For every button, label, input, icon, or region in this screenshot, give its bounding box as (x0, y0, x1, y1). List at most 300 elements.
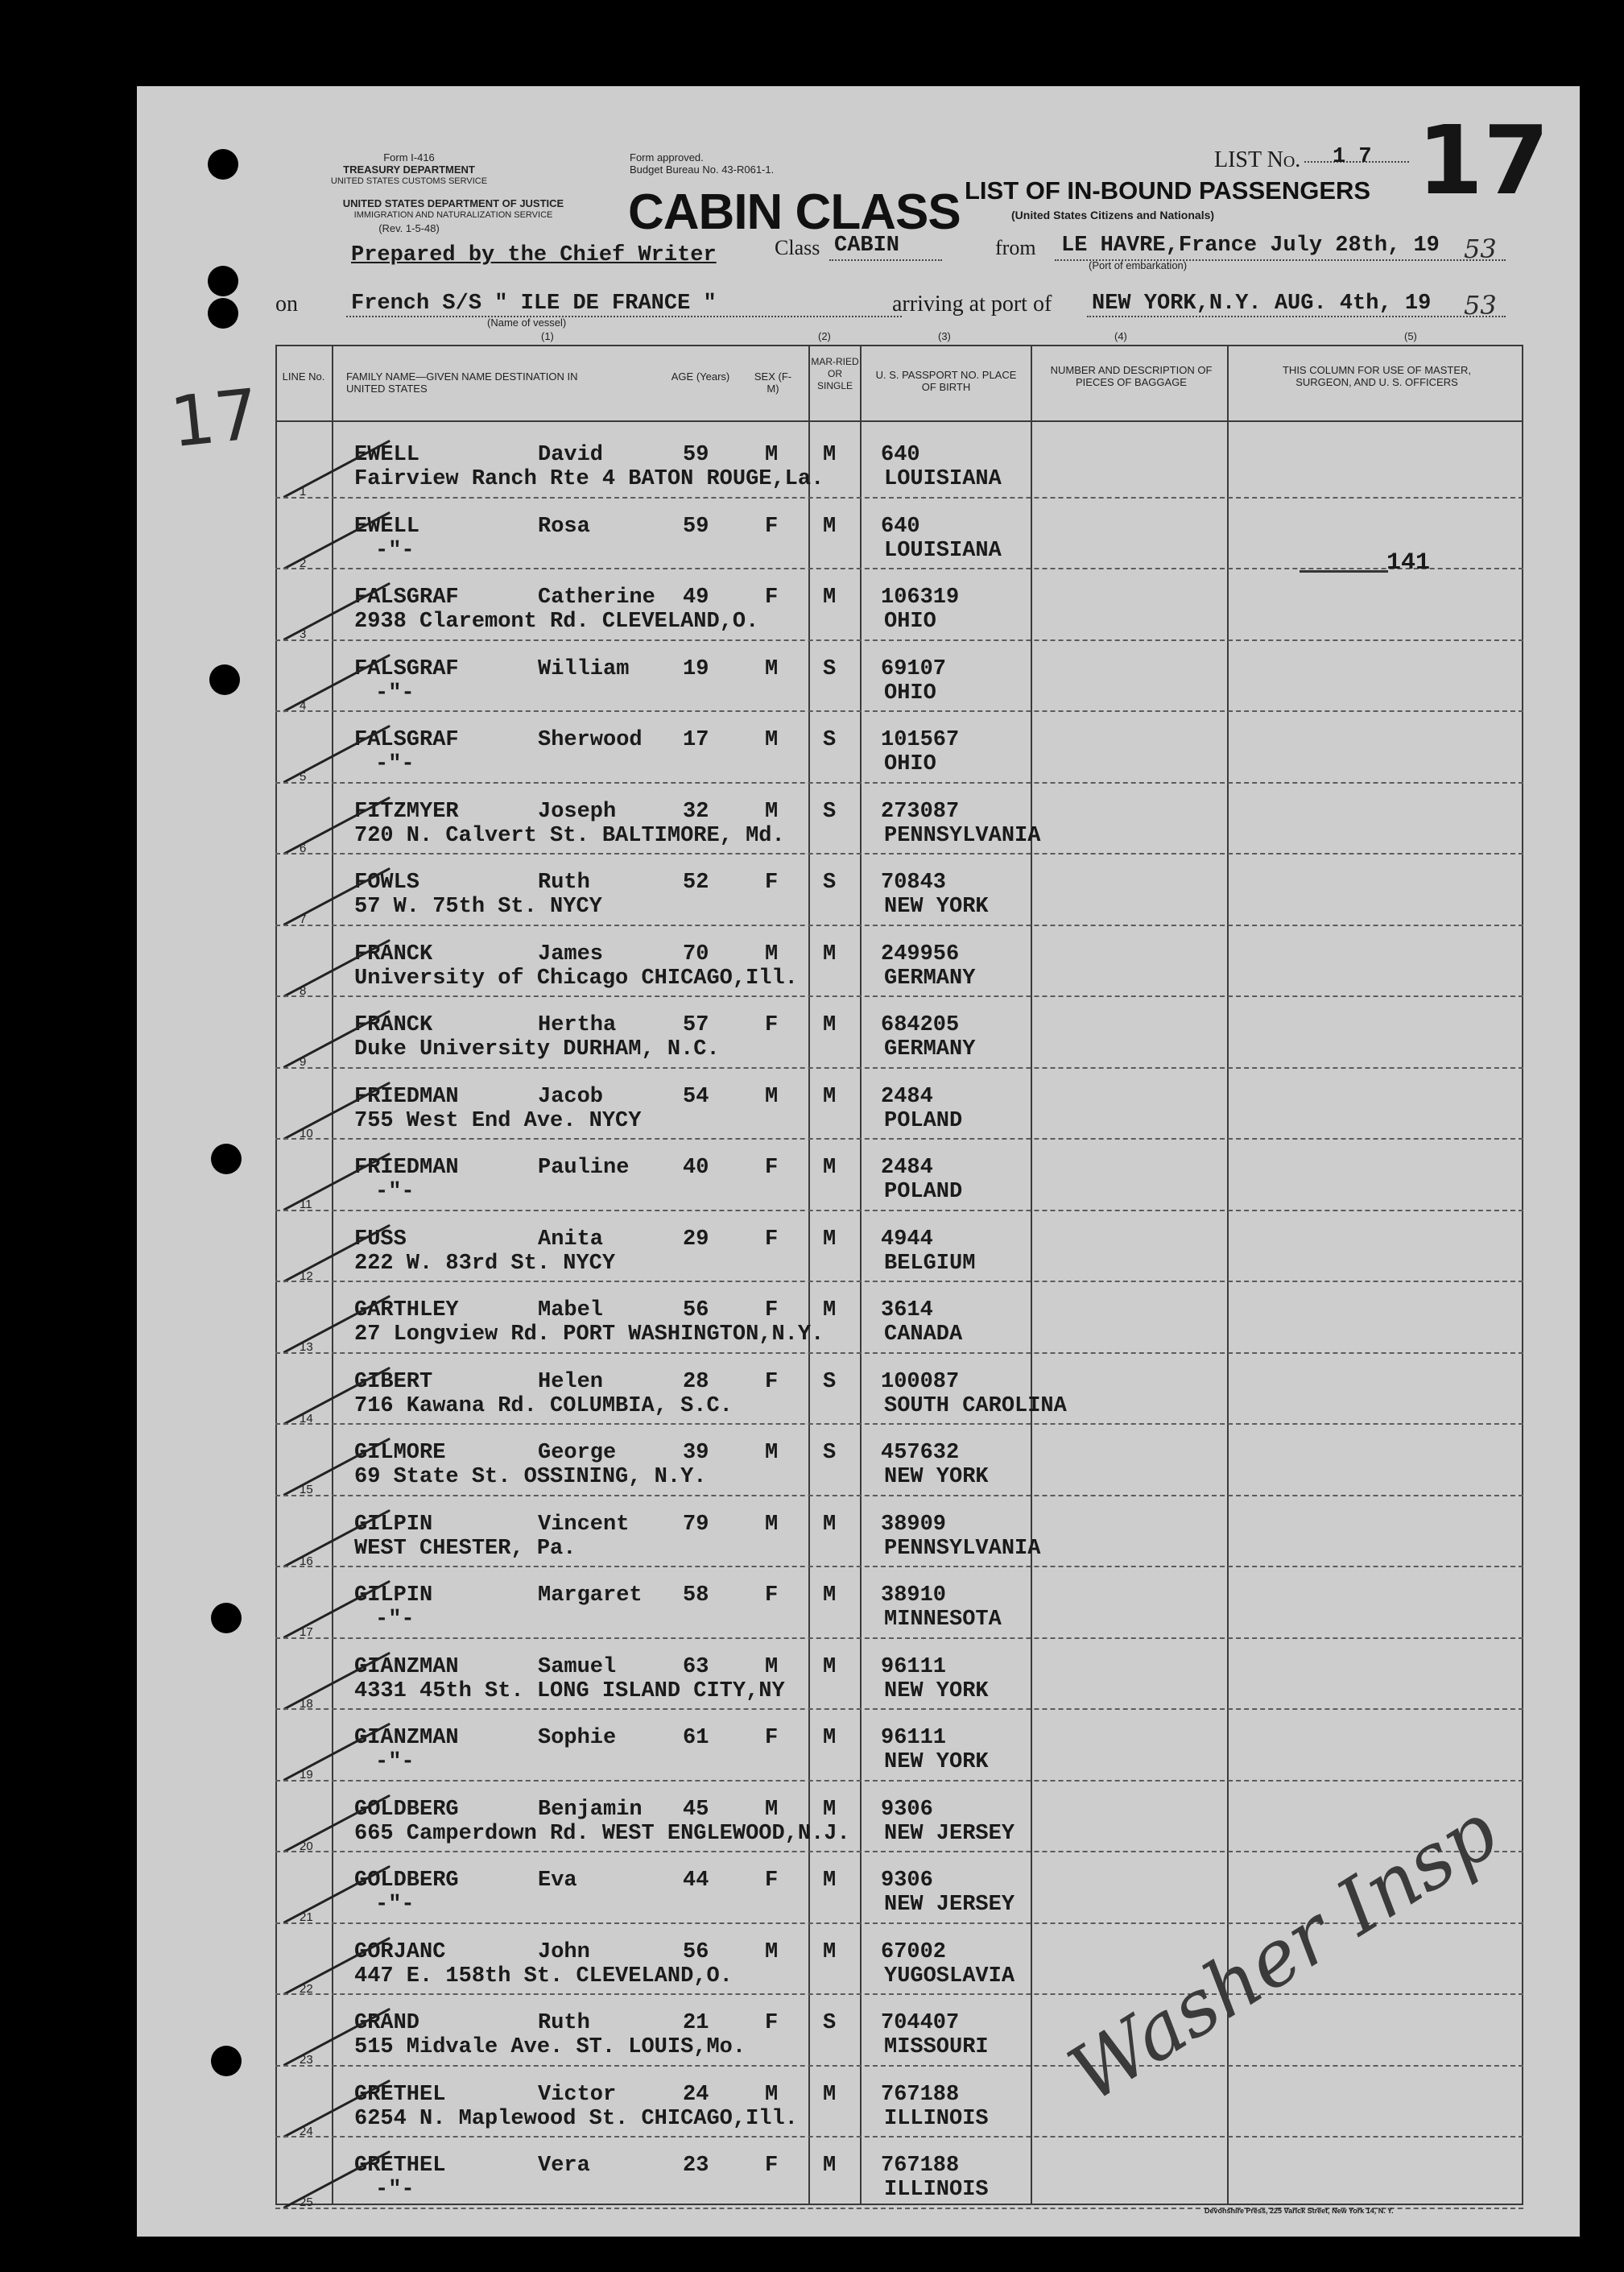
marital-status: M (823, 2154, 837, 2178)
officers-col-rule (1227, 345, 1229, 2205)
row-divider (275, 2065, 1523, 2067)
family-name: FRANCK (354, 941, 433, 966)
age: 39 (683, 1441, 709, 1465)
age: 23 (683, 2154, 709, 2178)
from-value: LE HAVRE,France July 28th, 19 (1061, 234, 1440, 258)
line-number: 16 (300, 1554, 313, 1568)
budget-bureau: Budget Bureau No. 43-R061-1. (630, 163, 775, 176)
destination: 69 State St. OSSINING, N.Y. (354, 1465, 707, 1489)
table-right-rule (1522, 345, 1523, 2205)
table-header-rule (275, 420, 1523, 422)
list-no-label: LIST No. (1214, 147, 1301, 172)
place-of-birth: NEW YORK (884, 1465, 989, 1489)
row-divider (275, 1423, 1523, 1425)
marital-status: S (823, 871, 837, 895)
line-number: 2 (300, 556, 307, 570)
family-name: FALSGRAF (354, 656, 459, 681)
row-divider (275, 1210, 1523, 1211)
place-of-birth: PENNSYLVANIA (884, 1536, 1041, 1561)
row-divider (275, 1993, 1523, 1995)
destination: 447 E. 158th St. CLEVELAND,O. (354, 1964, 733, 1989)
row-divider (275, 1138, 1523, 1140)
given-name: George (538, 1441, 617, 1465)
age: 28 (683, 1369, 709, 1394)
passport-number: 101567 (881, 728, 960, 752)
class-label: Class (775, 236, 820, 259)
place-of-birth: ILLINOIS (884, 2106, 989, 2131)
table-left-rule (275, 345, 277, 2205)
line-number: 21 (300, 1910, 313, 1924)
place-of-birth: PENNSYLVANIA (884, 823, 1041, 848)
age: 52 (683, 871, 709, 895)
row-divider (275, 1708, 1523, 1710)
age: 49 (683, 586, 709, 610)
passport-number: 767188 (881, 2154, 960, 2178)
age: 54 (683, 1084, 709, 1109)
marital-status: M (823, 1512, 837, 1537)
family-name: FRANCK (354, 1013, 433, 1037)
destination: 6254 N. Maplewood St. CHICAGO,Ill. (354, 2106, 798, 2131)
class-value: CABIN (834, 234, 900, 258)
column-number: (1) (541, 330, 554, 342)
sex: F (765, 1156, 779, 1180)
marital-status: M (823, 1869, 837, 1893)
from-year: 53 (1464, 234, 1497, 264)
marital-status: S (823, 1369, 837, 1394)
passport-number: 2484 (881, 1156, 933, 1180)
passport-number: 704407 (881, 2011, 960, 2035)
line-number: 23 (300, 2053, 313, 2067)
marital-status: M (823, 514, 837, 539)
table-top-rule (275, 345, 1523, 346)
age: 21 (683, 2011, 709, 2035)
family-name: EWELL (354, 514, 420, 539)
place-of-birth: MISSOURI (884, 2035, 989, 2059)
sex: F (765, 1583, 779, 1608)
marital-status: M (823, 941, 837, 966)
vessel-note: (Name of vessel) (487, 317, 567, 329)
marital-status: M (823, 1013, 837, 1037)
given-name: William (538, 656, 630, 681)
header-passport: U. S. PASSPORT NO. PLACE OF BIRTH (875, 369, 1017, 393)
place-of-birth: GERMANY (884, 1037, 976, 1062)
embark-note: (Port of embarkation) (1089, 259, 1188, 271)
place-of-birth: NEW YORK (884, 1678, 989, 1703)
passport-col-rule (860, 345, 862, 2205)
passport-number: 70843 (881, 871, 947, 895)
given-name: James (538, 941, 604, 966)
sex: M (765, 728, 779, 752)
vessel-name: French S/S " ILE DE FRANCE " (351, 292, 717, 316)
marital-status: M (823, 1797, 837, 1822)
destination: Duke University DURHAM, N.C. (354, 1037, 720, 1062)
given-name: Victor (538, 2082, 617, 2107)
family-name: FRIEDMAN (354, 1156, 459, 1180)
place-of-birth: NEW JERSEY (884, 1821, 1015, 1846)
family-name: GILPIN (354, 1512, 433, 1537)
age: 32 (683, 799, 709, 824)
sex: M (765, 941, 779, 966)
destination: 515 Midvale Ave. ST. LOUIS,Mo. (354, 2035, 746, 2059)
row-divider (275, 568, 1523, 569)
family-name: GILMORE (354, 1441, 446, 1465)
place-of-birth: OHIO (884, 752, 936, 776)
line-number: 20 (300, 1839, 313, 1853)
marital-status: M (823, 1583, 837, 1608)
binder-hole (209, 664, 240, 695)
age: 24 (683, 2082, 709, 2107)
sex: F (765, 1298, 779, 1322)
row-divider (275, 1851, 1523, 1852)
destination: -"- (375, 1893, 415, 1917)
destination: Fairview Ranch Rte 4 BATON ROUGE,La. (354, 467, 824, 491)
given-name: Anita (538, 1227, 604, 1252)
given-name: Joseph (538, 799, 617, 824)
family-name: FALSGRAF (354, 586, 459, 610)
passport-number: 2484 (881, 1084, 933, 1109)
family-name: GARTHLEY (354, 1298, 459, 1322)
binder-hole (208, 149, 238, 180)
sex: M (765, 1654, 779, 1679)
destination: University of Chicago CHICAGO,Ill. (354, 966, 798, 991)
place-of-birth: NEW YORK (884, 1750, 989, 1774)
row-divider (275, 995, 1523, 997)
line-number: 25 (300, 2195, 313, 2209)
row-divider (275, 1780, 1523, 1782)
line-number: 4 (300, 698, 307, 713)
given-name: Rosa (538, 514, 590, 539)
given-name: Jacob (538, 1084, 604, 1109)
header-baggage: NUMBER AND DESCRIPTION OF PIECES OF BAGGAGE (1050, 364, 1213, 388)
sex: F (765, 1369, 779, 1394)
given-name: Hertha (538, 1013, 617, 1037)
given-name: Eva (538, 1869, 577, 1893)
destination: 27 Longview Rd. PORT WASHINGTON,N.Y. (354, 1322, 824, 1347)
married-col-rule (808, 345, 810, 2205)
header-age: AGE (Years) (671, 370, 730, 383)
sex: F (765, 1013, 779, 1037)
arrival-year: 53 (1464, 290, 1497, 321)
age: 44 (683, 1869, 709, 1893)
line-number: 6 (300, 841, 307, 855)
age: 45 (683, 1797, 709, 1822)
destination: 716 Kawana Rd. COLUMBIA, S.C. (354, 1393, 733, 1418)
row-divider (275, 710, 1523, 712)
header-sex: SEX (F-M) (754, 370, 792, 395)
destination: 4331 45th St. LONG ISLAND CITY,NY (354, 1678, 785, 1703)
row-divider (275, 925, 1523, 926)
passport-number: 96111 (881, 1726, 947, 1750)
marital-status: M (823, 2082, 837, 2107)
line-number: 19 (300, 1768, 313, 1782)
class-line (829, 259, 942, 261)
line-number: 8 (300, 983, 307, 998)
place-of-birth: GERMANY (884, 966, 976, 991)
marital-status: M (823, 443, 837, 467)
family-name: GOLDBERG (354, 1797, 459, 1822)
passport-number: 640 (881, 443, 920, 467)
family-name: GRETHEL (354, 2082, 446, 2107)
ins-service: IMMIGRATION AND NATURALIZATION SERVICE (353, 210, 553, 220)
vessel-line (346, 316, 902, 317)
place-of-birth: YUGOSLAVIA (884, 1964, 1015, 1989)
family-name: GIANZMAN (354, 1654, 459, 1679)
place-of-birth: SOUTH CAROLINA (884, 1393, 1067, 1418)
family-name: GORJANC (354, 1939, 446, 1964)
place-of-birth: NEW JERSEY (884, 1893, 1015, 1917)
age: 17 (683, 728, 709, 752)
cabin-class-stamp: CABIN CLASS (628, 184, 961, 240)
marital-status: S (823, 2011, 837, 2035)
customs-service: UNITED STATES CUSTOMS SERVICE (330, 176, 488, 186)
marital-status: S (823, 799, 837, 824)
sex: M (765, 656, 779, 681)
form-approved: Form approved. (630, 151, 704, 163)
passport-number: 3614 (881, 1298, 933, 1322)
destination: -"- (375, 1608, 415, 1632)
passport-number: 249956 (881, 941, 960, 966)
line-number: 10 (300, 1126, 313, 1140)
justice-dept: UNITED STATES DEPARTMENT OF JUSTICE (342, 197, 564, 209)
given-name: Ruth (538, 2011, 590, 2035)
given-name: John (538, 1939, 590, 1964)
passport-number: 38910 (881, 1583, 947, 1608)
passport-number: 69107 (881, 656, 947, 681)
passport-number: 9306 (881, 1797, 933, 1822)
place-of-birth: POLAND (884, 1108, 963, 1133)
family-name: GIBERT (354, 1369, 433, 1394)
line-number: 1 (300, 485, 307, 499)
sex: F (765, 1726, 779, 1750)
row-divider (275, 1566, 1523, 1567)
sex: M (765, 1939, 779, 1964)
line-number: 9 (300, 1055, 307, 1069)
place-of-birth: MINNESOTA (884, 1608, 1002, 1632)
marital-status: M (823, 1084, 837, 1109)
passport-number: 640 (881, 514, 920, 539)
age: 58 (683, 1583, 709, 1608)
arriving-label: arriving at port of (892, 292, 1052, 317)
destination: -"- (375, 752, 415, 776)
family-name: EWELL (354, 443, 420, 467)
sex: M (765, 443, 779, 467)
destination: 665 Camperdown Rd. WEST ENGLEWOOD,N.J. (354, 1821, 850, 1846)
list-no-handwritten: 17 (1417, 105, 1550, 216)
given-name: Sherwood (538, 728, 643, 752)
destination: 720 N. Calvert St. BALTIMORE, Md. (354, 823, 785, 848)
destination: -"- (375, 2178, 415, 2202)
age: 61 (683, 1726, 709, 1750)
list-no-typed: 1 7 (1333, 145, 1372, 169)
row-divider (275, 1067, 1523, 1069)
given-name: Catherine (538, 586, 655, 610)
age: 56 (683, 1939, 709, 1964)
sex: F (765, 871, 779, 895)
place-of-birth: OHIO (884, 681, 936, 706)
marital-status: M (823, 1939, 837, 1964)
form-subtitle: (United States Citizens and Nationals) (1011, 209, 1215, 221)
given-name: Pauline (538, 1156, 630, 1180)
destination: 57 W. 75th St. NYCY (354, 895, 602, 919)
sex: F (765, 514, 779, 539)
sex: M (765, 1797, 779, 1822)
header-name: FAMILY NAME—GIVEN NAME DESTINATION IN UNITED STATES (346, 370, 578, 395)
row-divider (275, 1352, 1523, 1354)
sex: F (765, 2011, 779, 2035)
passport-number: 100087 (881, 1369, 960, 1394)
passport-number: 4944 (881, 1227, 933, 1252)
row-divider (275, 1637, 1523, 1639)
table-bottom-rule (275, 2204, 1523, 2205)
line-number: 13 (300, 1340, 313, 1354)
line-number: 15 (300, 1483, 313, 1496)
age: 56 (683, 1298, 709, 1322)
binder-hole (211, 1144, 242, 1174)
family-name: GIANZMAN (354, 1726, 459, 1750)
passport-number: 106319 (881, 586, 960, 610)
family-name: GRAND (354, 2011, 420, 2035)
place-of-birth: CANADA (884, 1322, 963, 1347)
passport-number: 96111 (881, 1654, 947, 1679)
column-number: (3) (938, 330, 951, 342)
line-number: 3 (300, 627, 307, 641)
from-label: from (995, 236, 1036, 259)
place-of-birth: POLAND (884, 1180, 963, 1204)
binder-hole (208, 266, 238, 296)
given-name: Vincent (538, 1512, 630, 1537)
row-divider (275, 497, 1523, 499)
binder-hole (211, 1603, 242, 1633)
sex: M (765, 1084, 779, 1109)
prepared-by: Prepared by the Chief Writer (351, 243, 717, 267)
destination: -"- (375, 681, 415, 706)
arrival-port: NEW YORK,N.Y. AUG. 4th, 19 (1092, 292, 1432, 316)
age: 19 (683, 656, 709, 681)
column-number: (5) (1404, 330, 1417, 342)
passport-number: 767188 (881, 2082, 960, 2107)
line-number: 5 (300, 770, 307, 784)
side-handwritten-number: 17 (167, 374, 263, 464)
family-name: GILPIN (354, 1583, 433, 1608)
given-name: Mabel (538, 1298, 604, 1322)
sex: F (765, 1869, 779, 1893)
sex: M (765, 2082, 779, 2107)
passport-number: 67002 (881, 1939, 947, 1964)
given-name: David (538, 443, 604, 467)
family-name: FALSGRAF (354, 728, 459, 752)
marital-status: M (823, 1156, 837, 1180)
line-number: 22 (300, 1981, 313, 1996)
line-number: 11 (300, 1198, 312, 1211)
place-of-birth: LOUISIANA (884, 467, 1002, 491)
sex: M (765, 1441, 779, 1465)
treasury-dept: TREASURY DEPARTMENT (343, 163, 475, 176)
destination: -"- (375, 1180, 415, 1204)
marital-status: M (823, 1227, 837, 1252)
place-of-birth: NEW YORK (884, 895, 989, 919)
destination: 222 W. 83rd St. NYCY (354, 1251, 616, 1276)
inspector-signature: Washer Insp (1053, 1786, 1513, 2120)
given-name: Benjamin (538, 1797, 643, 1822)
line-number: 12 (300, 1268, 313, 1283)
destination: -"- (375, 1750, 415, 1774)
line-number: 18 (300, 1696, 313, 1711)
line-no-rule (332, 345, 333, 2205)
line-number: 7 (300, 913, 307, 926)
passport-number: 273087 (881, 799, 960, 824)
age: 79 (683, 1512, 709, 1537)
sex: M (765, 1512, 779, 1537)
sex: F (765, 1227, 779, 1252)
sex: F (765, 586, 779, 610)
marital-status: M (823, 1298, 837, 1322)
annotation-dash (1300, 570, 1388, 573)
place-of-birth: OHIO (884, 610, 936, 634)
row-divider (275, 639, 1523, 641)
given-name: Vera (538, 2154, 590, 2178)
on-label: on (275, 292, 298, 317)
place-of-birth: LOUISIANA (884, 538, 1002, 563)
header-married: MAR-RIED OR SINGLE (811, 356, 859, 391)
place-of-birth: BELGIUM (884, 1251, 976, 1276)
row-divider (275, 782, 1523, 784)
row-divider (275, 1495, 1523, 1496)
marital-status: M (823, 1654, 837, 1679)
passport-number: 457632 (881, 1441, 960, 1465)
line-number: 24 (300, 2124, 313, 2138)
destination: WEST CHESTER, Pa. (354, 1536, 576, 1561)
family-name: FITZMYER (354, 799, 459, 824)
age: 70 (683, 941, 709, 966)
marital-status: S (823, 728, 837, 752)
given-name: Margaret (538, 1583, 643, 1608)
destination: 755 West End Ave. NYCY (354, 1108, 642, 1133)
given-name: Ruth (538, 871, 590, 895)
given-name: Helen (538, 1369, 604, 1394)
family-name: GRETHEL (354, 2154, 446, 2178)
marital-status: S (823, 656, 837, 681)
passport-number: 684205 (881, 1013, 960, 1037)
binder-hole (208, 298, 238, 329)
age: 29 (683, 1227, 709, 1252)
place-of-birth: ILLINOIS (884, 2178, 989, 2202)
passport-number: 38909 (881, 1512, 947, 1537)
passport-number: 9306 (881, 1869, 933, 1893)
printer-imprint: Devonshire Press, 225 Varick Street, New York 14, N. Y. (1205, 2207, 1394, 2215)
family-name: GOLDBERG (354, 1869, 459, 1893)
age: 63 (683, 1654, 709, 1679)
row-divider (275, 1281, 1523, 1282)
marital-status: S (823, 1441, 837, 1465)
column-number: (4) (1114, 330, 1127, 342)
baggage-col-rule (1031, 345, 1032, 2205)
revision-date: (Rev. 1-5-48) (378, 222, 440, 234)
row-divider (275, 853, 1523, 855)
header-line-no: LINE No. (282, 370, 325, 383)
destination: 2938 Claremont Rd. CLEVELAND,O. (354, 610, 759, 634)
destination: -"- (375, 538, 415, 563)
officer-annotation: 141 (1386, 549, 1431, 577)
age: 57 (683, 1013, 709, 1037)
marital-status: M (823, 1726, 837, 1750)
sex: F (765, 2154, 779, 2178)
age: 40 (683, 1156, 709, 1180)
binder-hole (211, 2046, 242, 2076)
column-number: (2) (818, 330, 831, 342)
sex: M (765, 799, 779, 824)
form-title: LIST OF IN-BOUND PASSENGERS (965, 176, 1371, 205)
age: 59 (683, 443, 709, 467)
